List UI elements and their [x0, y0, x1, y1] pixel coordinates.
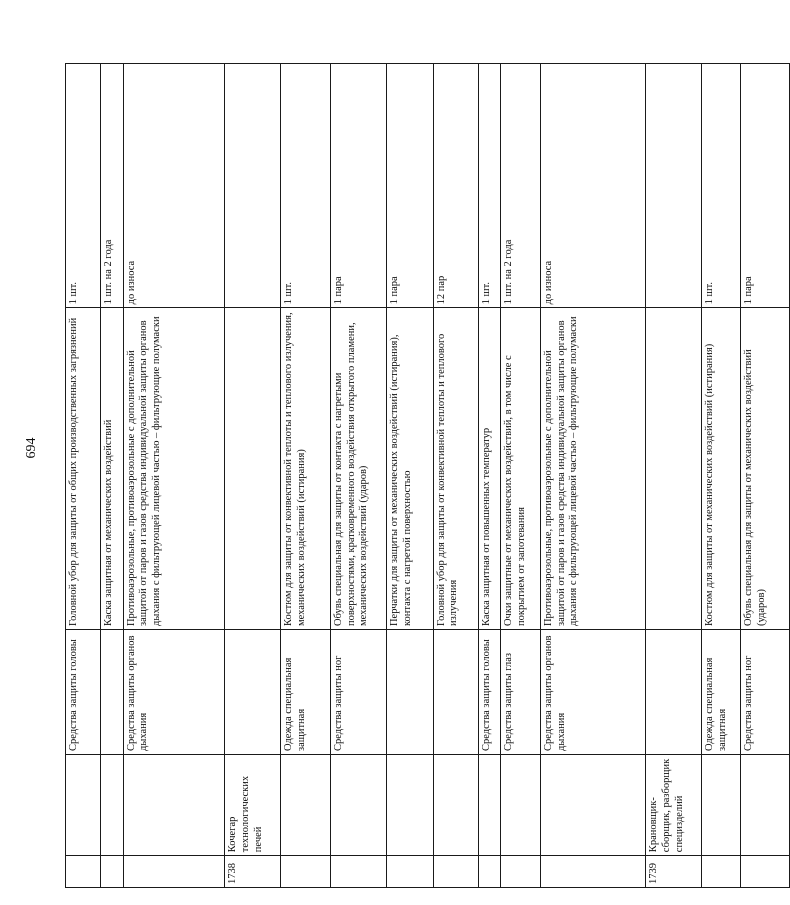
table-row [66, 64, 101, 888]
ppe-item-cell [646, 308, 702, 630]
page-number: 694 [24, 437, 39, 459]
row-number-cell [540, 856, 645, 888]
table-row [225, 64, 281, 888]
profession-cell [701, 755, 740, 856]
issue-norm-cell: 1 шт. [66, 64, 101, 308]
profession-cell [741, 755, 790, 856]
issue-norm-cell [225, 64, 281, 308]
ppe-item-cell: Каска защитная от механических воздействий [100, 308, 123, 630]
issue-norm-cell: 1 шт. [478, 64, 501, 308]
profession-cell [100, 755, 123, 856]
ppe-item-cell: Противоаэрозольные, противоаэрозольные с дополнительной защитой от паров и газов средства индивидуальной защиты органов дыхания с фильтрующей лицевой частью – фильтрующие полумаски [540, 308, 645, 630]
table-row [280, 64, 330, 888]
row-number-cell [123, 856, 224, 888]
table-row [123, 64, 224, 888]
row-number-cell [741, 856, 790, 888]
profession-cell: Кочегар технологических печей [225, 755, 281, 856]
issue-norm-cell: 1 шт. на 2 года [100, 64, 123, 308]
ppe-category-cell: Средства защиты головы [66, 630, 101, 755]
row-number-cell: 1738 [225, 856, 281, 888]
issue-norm-cell [646, 64, 702, 308]
table-row [501, 64, 540, 888]
ppe-category-cell: Средства защиты органов дыхания [540, 630, 645, 755]
profession-cell [66, 755, 101, 856]
row-number-cell [100, 856, 123, 888]
table-row [478, 64, 501, 888]
ppe-norms-table [65, 63, 790, 888]
row-number-cell [330, 856, 387, 888]
ppe-category-cell: Одежда специальная защитная [280, 630, 330, 755]
ppe-item-cell: Головной убор для защиты от общих производственных загрязнений [66, 308, 101, 630]
ppe-category-cell: Средства защиты глаз [501, 630, 540, 755]
issue-norm-cell: 1 шт. [701, 64, 740, 308]
profession-cell [540, 755, 645, 856]
issue-norm-cell: 1 шт. [280, 64, 330, 308]
rotated-page-content [65, 63, 790, 888]
ppe-category-cell [225, 630, 281, 755]
issue-norm-cell: 1 пара [741, 64, 790, 308]
ppe-item-cell: Противоаэрозольные, противоаэрозольные с дополнительной защитой от паров и газов средства индивидуальной защиты органов дыхания с фильтрующей лицевой частью – фильтрующие полумаски [123, 308, 224, 630]
table-row [540, 64, 645, 888]
table-row [100, 64, 123, 888]
issue-norm-cell: до износа [123, 64, 224, 308]
ppe-item-cell: Обувь специальная для защиты от механических воздействий (ударов) [741, 308, 790, 630]
profession-cell: Крановщик-сборщик, разборщик специзделий [646, 755, 702, 856]
issue-norm-cell: 12 пар [433, 64, 478, 308]
row-number-cell [280, 856, 330, 888]
ppe-category-cell [433, 630, 478, 755]
row-number-cell [501, 856, 540, 888]
row-number-cell [478, 856, 501, 888]
ppe-item-cell: Костюм для защиты от механических воздействий (истирания) [701, 308, 740, 630]
table-row [741, 64, 790, 888]
issue-norm-cell: 1 шт. на 2 года [501, 64, 540, 308]
issue-norm-cell: до износа [540, 64, 645, 308]
ppe-category-cell: Средства защиты ног [741, 630, 790, 755]
issue-norm-cell: 1 пара [387, 64, 433, 308]
ppe-item-cell: Перчатки для защиты от механических воздействий (истирания), контакта с нагретой поверхностью [387, 308, 433, 630]
row-number-cell [433, 856, 478, 888]
ppe-item-cell: Костюм для защиты от конвективной теплоты и теплового излучения, механических воздействий (истирания) [280, 308, 330, 630]
table-row [330, 64, 387, 888]
ppe-item-cell [225, 308, 281, 630]
profession-cell [330, 755, 387, 856]
ppe-item-cell: Обувь специальная для защиты от контакта с нагретыми поверхностями, кратковременного воздействия открытого пламени, механических воздействий (ударов) [330, 308, 387, 630]
profession-cell [280, 755, 330, 856]
ppe-item-cell: Каска защитная от повышенных температур [478, 308, 501, 630]
table-row [646, 64, 702, 888]
profession-cell [387, 755, 433, 856]
table-row [701, 64, 740, 888]
row-number-cell [387, 856, 433, 888]
table-row [433, 64, 478, 888]
issue-norm-cell: 1 пара [330, 64, 387, 308]
row-number-cell: 1739 [646, 856, 702, 888]
profession-cell [501, 755, 540, 856]
profession-cell [433, 755, 478, 856]
ppe-category-cell: Средства защиты головы [478, 630, 501, 755]
ppe-item-cell: Головной убор для защиты от конвективной теплоты и теплового излучения [433, 308, 478, 630]
ppe-category-cell [100, 630, 123, 755]
profession-cell [123, 755, 224, 856]
row-number-cell [701, 856, 740, 888]
ppe-item-cell: Очки защитные от механических воздействий, в том числе с покрытием от запотевания [501, 308, 540, 630]
ppe-category-cell: Средства защиты ног [330, 630, 387, 755]
ppe-category-cell: Одежда специальная защитная [701, 630, 740, 755]
ppe-category-cell [387, 630, 433, 755]
table-row [387, 64, 433, 888]
ppe-category-cell: Средства защиты органов дыхания [123, 630, 224, 755]
row-number-cell [66, 856, 101, 888]
ppe-category-cell [646, 630, 702, 755]
profession-cell [478, 755, 501, 856]
